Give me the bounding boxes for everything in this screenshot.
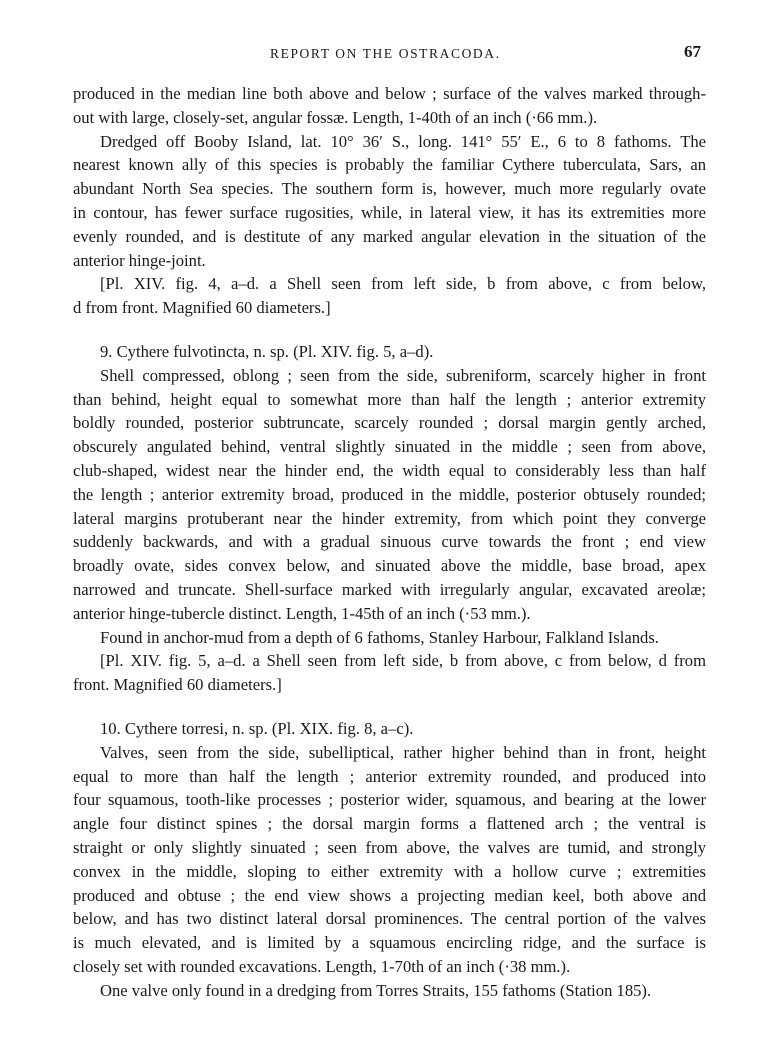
text-line: than behind, height equal to somewhat more than half the length ; anterior extremity: [73, 389, 706, 409]
section-gap: [73, 697, 706, 717]
paragraph: [73, 979, 706, 1003]
text-line: club-shaped, widest near the hinder end, the width equal to considerably less than half: [73, 460, 706, 480]
text-line: angle four distinct spines ; the dorsal margin forms a flattened arch ; the ventral is: [73, 814, 706, 834]
text-line: the length ; anterior extremity broad, produced in the middle, posterior obtusely rounded;: [73, 484, 706, 504]
text-line: front. Magnified 60 diameters.]: [73, 675, 282, 695]
running-head: REPORT ON THE OSTRACODA.: [270, 46, 501, 61]
paragraph: [73, 649, 706, 697]
text-line: suddenly backwards, and with a gradual sinuous curve towards the front ; end view: [73, 532, 706, 552]
text-line: abundant North Sea species. The southern form is, however, much more regularly ovate: [73, 179, 706, 199]
paragraph: [73, 741, 706, 979]
page-number: 67: [684, 42, 701, 61]
text-line: four squamous, tooth-like processes ; posterior wider, squamous, and bearing at the lower: [73, 790, 706, 810]
paragraph: [73, 272, 706, 320]
text-line: produced and obtuse ; the end view shows a projecting median keel, both above and: [73, 885, 706, 905]
text-line: closely set with rounded excavations. Length, 1-70th of an inch (·38 mm.).: [73, 956, 571, 976]
page-header: [0, 42, 776, 72]
text-line: obscurely angulated behind, ventral slightly sinuated in the middle ; seen from above,: [73, 437, 706, 457]
text-line: anterior hinge-joint.: [73, 250, 206, 270]
text-line: 9. Cythere fulvotincta, n. sp. (Pl. XIV. fig. 5, a–d).: [100, 341, 434, 361]
text-line: d from front. Magnified 60 diameters.]: [73, 298, 331, 318]
text-line: is much elevated, and is limited by a squamous encircling ridge, and the surface is: [73, 933, 706, 953]
text-line: lateral margins protuberant near the hinder extremity, from which point they converge: [73, 508, 706, 528]
text-line: One valve only found in a dredging from Torres Straits, 155 fathoms (Station 185).: [100, 980, 652, 1000]
text-line: out with large, closely-set, angular fossæ. Length, 1-40th of an inch (·66 mm.).: [73, 107, 598, 127]
text-line: equal to more than half the length ; anterior extremity rounded, and produced into: [73, 766, 706, 786]
paragraph: [73, 717, 706, 741]
text-line: boldly rounded, posterior subtruncate, scarcely rounded ; dorsal margin gently arched,: [73, 413, 706, 433]
paragraph: [73, 626, 706, 650]
text-line: in contour, has fewer surface rugosities, while, in lateral view, it has its extremities more: [73, 202, 706, 222]
section-gap: [73, 320, 706, 340]
text-line: straight or only slightly sinuated ; seen from above, the valves are tumid, and strongly: [73, 837, 706, 857]
text-line: produced in the median line both above and below ; surface of the valves marked through-: [73, 84, 706, 103]
paragraph: [73, 82, 706, 130]
paragraph: [73, 130, 706, 273]
paragraph: [73, 340, 706, 364]
text-line: below, and has two distinct lateral dorsal prominences. The central portion of the valves: [73, 909, 706, 929]
text-line: Dredged off Booby Island, lat. 10° 36′ S., long. 141° 55′ E., 6 to 8 fathoms. The: [100, 131, 706, 151]
text-line: broadly ovate, sides convex below, and sinuated above the middle, base broad, apex: [73, 556, 706, 576]
text-line: Shell compressed, oblong ; seen from the side, subreniform, scarcely higher in front: [100, 365, 706, 385]
text-line: Found in anchor-mud from a depth of 6 fathoms, Stanley Harbour, Falkland Islands.: [100, 627, 659, 647]
text-line: [Pl. XIV. fig. 4, a–d. a Shell seen from left side, b from above, c from below,: [100, 274, 706, 294]
paragraph: [73, 364, 706, 626]
text-line: narrowed and truncate. Shell-surface marked with irregularly angular, excavated areolæ;: [73, 579, 706, 599]
text-line: Valves, seen from the side, subelliptical, rather higher behind than in front, height: [100, 742, 706, 762]
text-line: evenly rounded, and is destitute of any marked angular elevation in the situation of the: [73, 226, 706, 246]
text-line: anterior hinge-tubercle distinct. Length, 1-45th of an inch (·53 mm.).: [73, 603, 531, 623]
text-line: 10. Cythere torresi, n. sp. (Pl. XIX. fig. 8, a–c).: [100, 718, 414, 738]
text-line: [Pl. XIV. fig. 5, a–d. a Shell seen from left side, b from above, c from below, d from: [100, 651, 706, 671]
text-line: convex in the middle, sloping to either extremity with a hollow curve ; extremities: [73, 861, 706, 881]
text-line: nearest known ally of this species is probably the familiar Cythere tuberculata, Sars, an: [73, 155, 706, 175]
article-body: [73, 82, 706, 1002]
